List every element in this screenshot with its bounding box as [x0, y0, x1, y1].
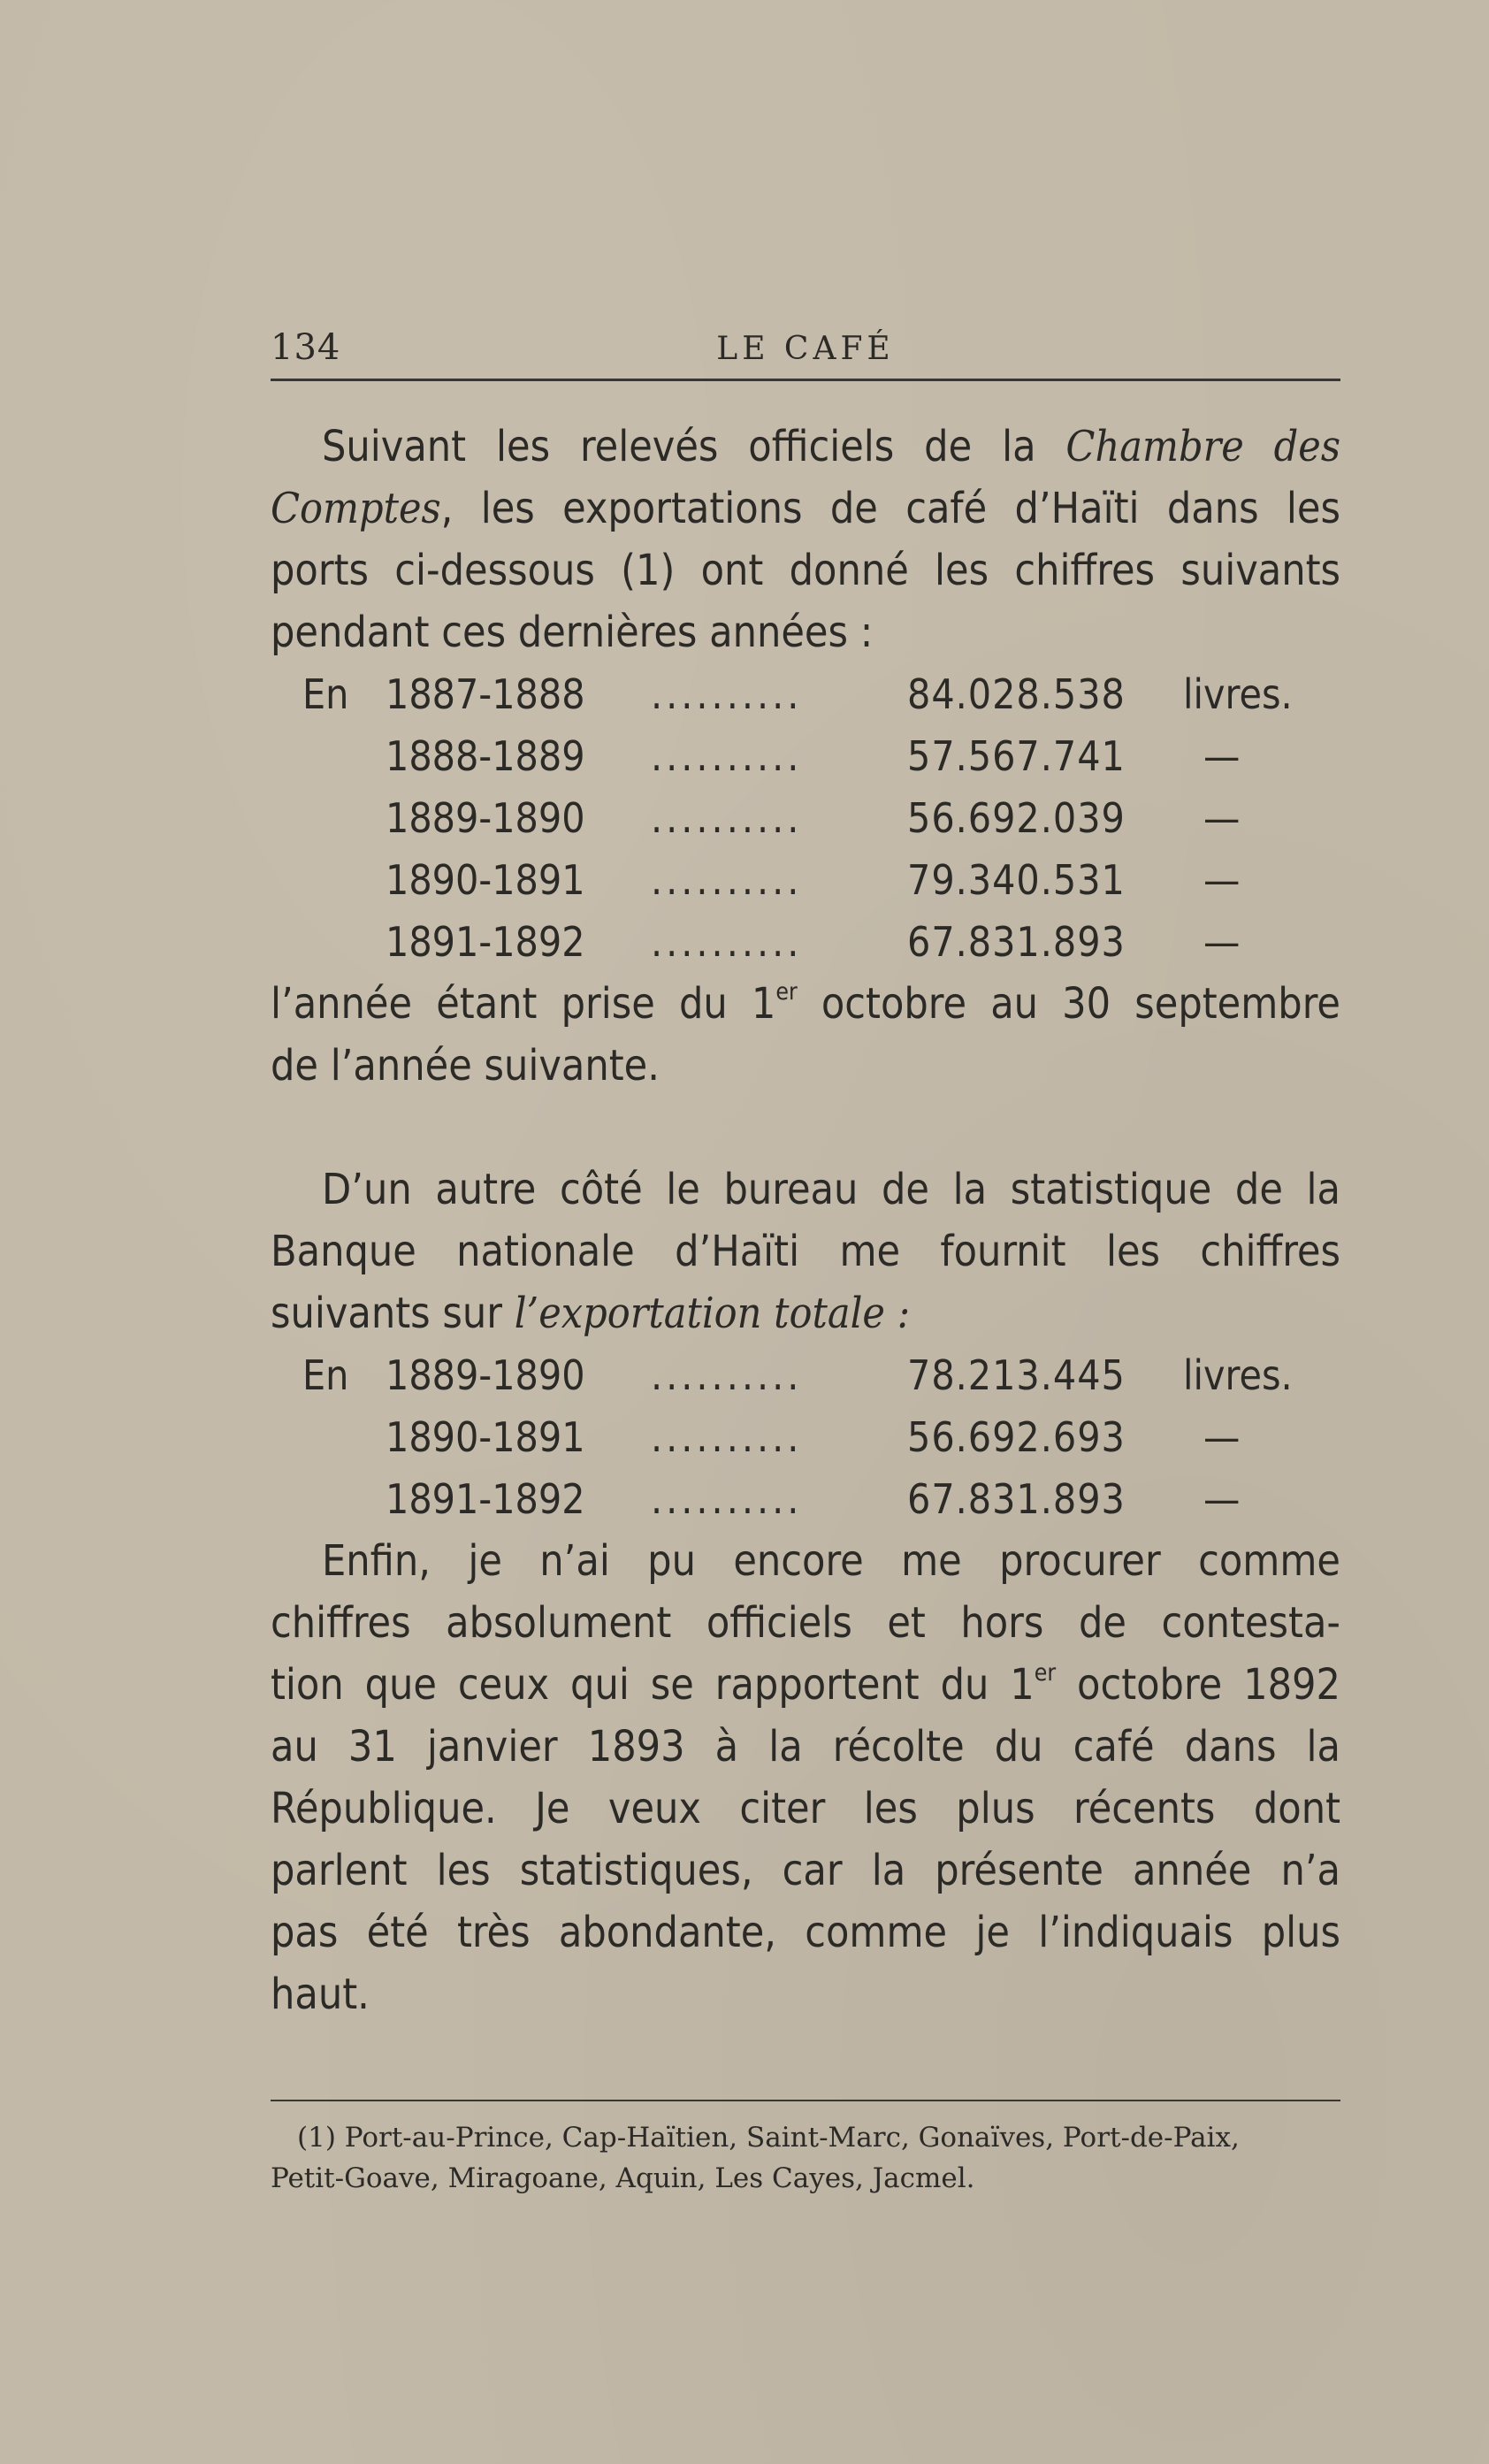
text-span: tion que ceux qui se rapportent du 1 — [271, 1660, 1035, 1710]
text-line — [271, 416, 1340, 478]
text-line: pas été très abondante, comme je l’indiquais plus — [271, 1908, 1340, 1957]
row-unit: — — [1203, 856, 1241, 904]
text-line: chiffres absolument officiels et hors de contesta- — [271, 1598, 1340, 1648]
text-span: Suivant les relevés officiels de la — [322, 422, 1066, 471]
row-leader-dots: .......... — [651, 1351, 803, 1399]
row-period: 1890-1891 — [386, 856, 585, 904]
footnote-rule — [271, 2100, 1340, 2101]
row-unit: — — [1203, 794, 1241, 842]
text-span: , les exportations de café d’Haïti dans les — [440, 484, 1340, 533]
text-line: parlent les statistiques, car la présente année n’a — [271, 1846, 1340, 1895]
table-row — [271, 849, 1367, 911]
row-amount: 56.692.693 — [907, 1413, 1126, 1461]
running-title: LE CAFÉ — [716, 331, 895, 367]
paragraph-banque-nationale — [271, 1159, 1367, 1344]
header-rule — [271, 379, 1340, 381]
text-line: haut. — [271, 1970, 370, 2019]
row-leader-dots: .......... — [651, 856, 803, 904]
row-amount: 67.831.893 — [907, 918, 1126, 966]
row-amount: 67.831.893 — [907, 1475, 1126, 1523]
text-line: République. Je veux citer les plus récents dont — [271, 1784, 1340, 1833]
row-period: 1888-1889 — [386, 732, 585, 780]
row-unit: livres. — [1183, 670, 1293, 718]
row-amount: 78.213.445 — [907, 1351, 1126, 1399]
row-unit: — — [1203, 1413, 1241, 1461]
row-leader-dots: .......... — [651, 732, 803, 780]
text-span: suivants sur — [271, 1289, 515, 1338]
text-line: ports ci-dessous (1) ont donné les chiffres suivants — [271, 546, 1340, 595]
italic-span: l’exportation totale : — [514, 1289, 911, 1338]
table-row — [271, 1344, 1367, 1406]
superscript: er — [1034, 1658, 1057, 1687]
text-line: pendant ces dernières années : — [271, 608, 874, 657]
row-prefix: En — [302, 670, 349, 718]
row-leader-dots: .......... — [651, 670, 803, 718]
paragraph-chambre-des-comptes — [271, 416, 1367, 663]
italic-span: Comptes — [271, 484, 441, 533]
text-span: octobre au 30 septembre — [797, 979, 1340, 1029]
superscript: er — [775, 977, 798, 1006]
text-line — [271, 1282, 1367, 1344]
export-table-banque — [271, 1344, 1367, 1530]
text-line: de l’année suivante. — [271, 1041, 660, 1090]
footnote-line: (1) Port-au-Prince, Cap-Haïtien, Saint-Marc, Gonaïves, Port-de-Paix, — [297, 2122, 1240, 2154]
row-leader-dots: .......... — [651, 794, 803, 842]
row-leader-dots: .......... — [651, 918, 803, 966]
table-row — [271, 1468, 1367, 1530]
text-line — [271, 1654, 1340, 1716]
table-row — [271, 787, 1367, 849]
text-span: l’année étant prise du 1 — [271, 979, 776, 1029]
row-period: 1889-1890 — [386, 794, 585, 842]
row-amount: 79.340.531 — [907, 856, 1126, 904]
table-row — [271, 1406, 1367, 1468]
table-row — [271, 663, 1367, 725]
text-line: au 31 janvier 1893 à la récolte du café dans la — [271, 1722, 1340, 1771]
row-prefix: En — [302, 1351, 349, 1399]
row-period: 1891-1892 — [386, 1475, 585, 1523]
row-period: 1889-1890 — [386, 1351, 585, 1399]
text-span: octobre 1892 — [1056, 1660, 1340, 1710]
row-leader-dots: .......... — [651, 1413, 803, 1461]
row-leader-dots: .......... — [651, 1475, 803, 1523]
paragraph-recolte — [271, 1530, 1367, 2025]
running-head — [271, 327, 1340, 380]
footnote-line: Petit-Goave, Miragoane, Aquin, Les Cayes, Jacmel. — [271, 2162, 975, 2194]
table-row — [271, 911, 1367, 973]
row-amount: 57.567.741 — [907, 732, 1126, 780]
page-number: 134 — [271, 327, 341, 368]
row-amount: 84.028.538 — [907, 670, 1126, 718]
text-line — [271, 478, 1340, 539]
row-unit: — — [1203, 918, 1241, 966]
row-period: 1887-1888 — [386, 670, 585, 718]
footnote — [271, 2117, 1367, 2199]
row-amount: 56.692.039 — [907, 794, 1126, 842]
text-line: Enfin, je n’ai pu encore me procurer comme — [322, 1536, 1340, 1586]
paragraph-year-definition — [271, 973, 1367, 1097]
row-unit: — — [1203, 1475, 1241, 1523]
row-period: 1891-1892 — [386, 918, 585, 966]
text-line: D’un autre côté le bureau de la statistique de la — [322, 1165, 1340, 1214]
table-row — [271, 725, 1367, 787]
italic-span: Chambre des — [1065, 422, 1340, 471]
text-line — [271, 973, 1340, 1035]
row-unit: livres. — [1183, 1351, 1293, 1399]
row-period: 1890-1891 — [386, 1413, 585, 1461]
row-unit: — — [1203, 732, 1241, 780]
export-table-chambre — [271, 663, 1367, 973]
text-line: Banque nationale d’Haïti me fournit les chiffres — [271, 1227, 1340, 1276]
